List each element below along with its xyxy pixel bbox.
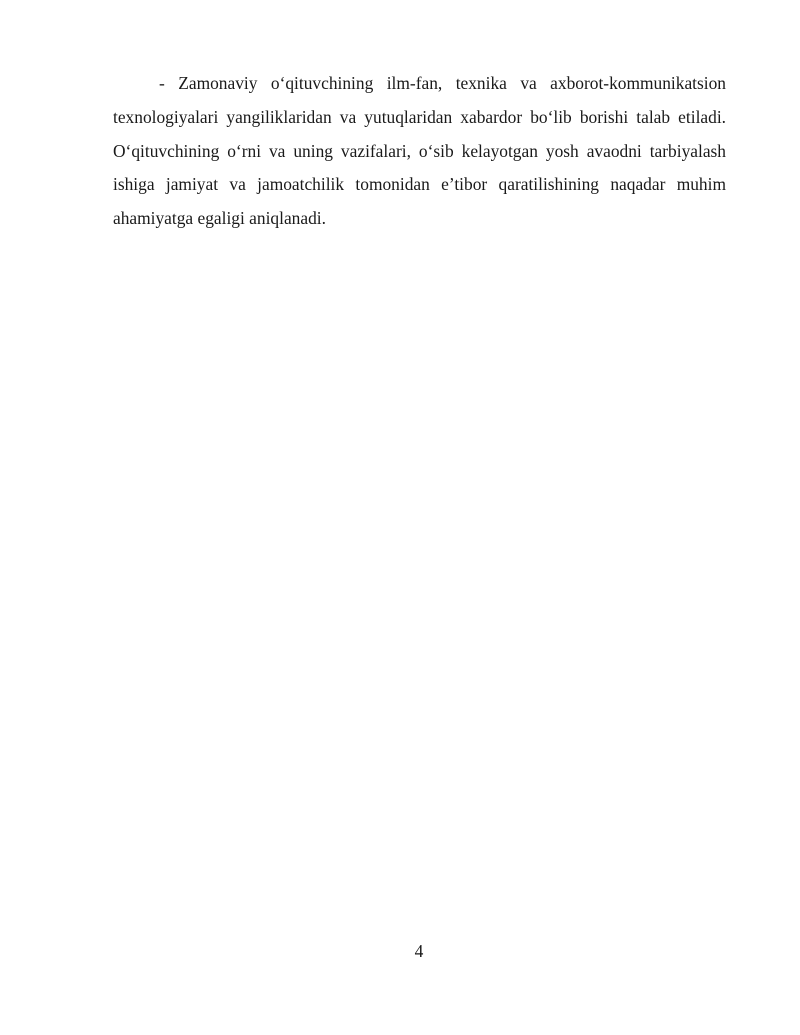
body-paragraph: - Zamonaviy o‘qituvchining ilm-fan, texnika va axborot-kommunikatsion texnologiyalari yangiliklaridan va yutuqlaridan xabardor bo‘lib borishi talab etiladi. O‘qituvchining o‘rni va uning vazifalari, o‘sib kelayotgan yosh avaodni tarbiyalash ishiga jamiyat va jamoatchilik tomonidan e’tibor qaratilishining naqadar muhim ahamiyatga egaligi aniqlanadi. (113, 73, 726, 229)
page-number: 4 (414, 941, 424, 961)
